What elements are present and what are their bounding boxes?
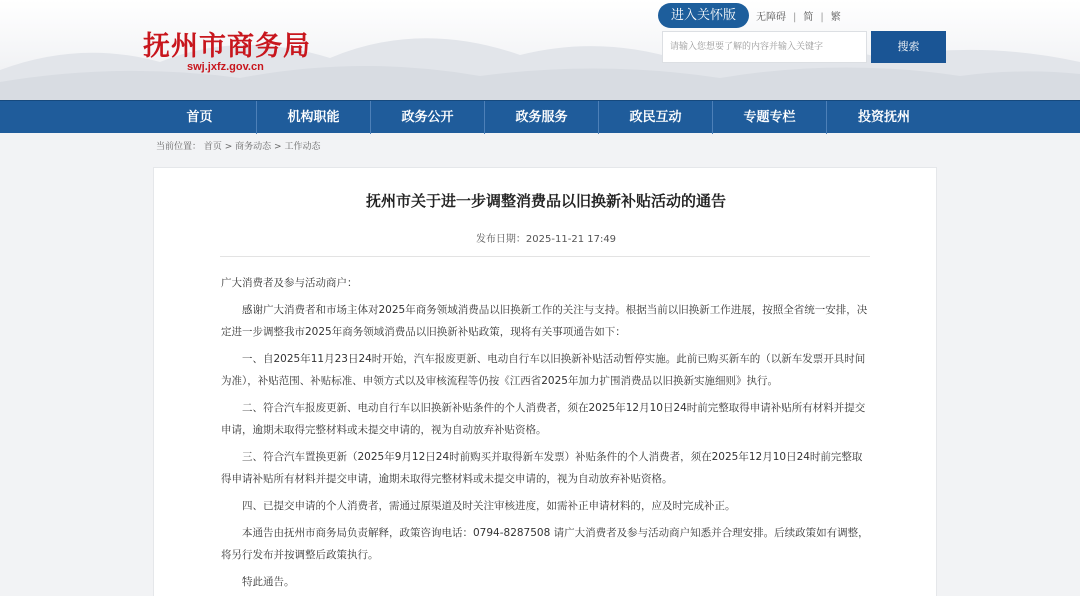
article-paragraph: 本通告由抚州市商务局负责解释，政策咨询电话：0794-8287508 请广大消费者及参与活动商户知悉并合理安排。后续政策如有调整，将另行发布并按调整后政策执行。 [221, 527, 869, 561]
divider: | [820, 12, 824, 23]
article-title: 抚州市关于进一步调整消费品以旧换新补贴活动的通告 [365, 192, 726, 210]
traditional-chinese-link[interactable]: 繁 [830, 12, 841, 23]
util-links [756, 8, 841, 23]
care-mode-button[interactable]: 进入关怀版 [658, 3, 749, 28]
nav-item-special[interactable]: 专题专栏 [713, 101, 827, 134]
nav-item-home[interactable]: 首页 [143, 101, 257, 134]
breadcrumb-label: 当前位置： [156, 142, 202, 152]
breadcrumb-work-news[interactable]: 工作动态 [284, 142, 321, 152]
article-panel [153, 167, 937, 596]
site-header [0, 0, 1080, 100]
site-url: swj.jxfz.gov.cn [187, 61, 264, 73]
nav-item-functions[interactable]: 机构职能 [257, 101, 371, 134]
main-nav [0, 100, 1080, 133]
search-button[interactable]: 搜索 [871, 31, 946, 63]
simplified-chinese-link[interactable]: 简 [803, 12, 814, 23]
site-logo-title[interactable]: 抚州市商务局 [143, 31, 311, 62]
article-paragraph: 一、自2025年11月23日24时开始，汽车报废更新、电动自行车以旧换新补贴活动暂停实施。此前已购买新车的（以新车发票开具时间为准），补贴范围、补贴标准、申领方式以及审核流程等仍按《江西省2025年加力扩围消费品以旧换新实施细则》执行。 [221, 353, 866, 387]
article-date: 发布日期：2025-11-21 17:49 [475, 234, 617, 245]
article-paragraph: 感谢广大消费者和市场主体对2025年商务领域消费品以旧换新工作的关注与支持。根据当前以旧换新工作进展，按照全省统一安排，决定进一步调整我市2025年商务领域消费品以旧换新补贴政策，现将有关事项通告如下： [221, 304, 868, 338]
article-paragraph: 三、符合汽车置换更新（2025年9月12日24时前购买并取得新车发票）补贴条件的个人消费者，须在2025年12月10日24时前完整取得申请补贴所有材料并提交申请，逾期未取得完整材料或未提交申请的，视为自动放弃补贴资格。 [221, 451, 863, 485]
breadcrumb-separator: > [271, 142, 285, 152]
search-input[interactable]: 请输入您想要了解的内容并输入关键字 [662, 31, 867, 63]
article-paragraph: 四、已提交申请的个人消费者，需通过原渠道及时关注审核进度，如需补正申请材料的，应及时完成补正。 [242, 500, 736, 512]
article-body [221, 272, 869, 596]
nav-item-gov-open[interactable]: 政务公开 [371, 101, 485, 134]
accessibility-link[interactable]: 无障碍 [756, 12, 786, 23]
nav-item-gov-service[interactable]: 政务服务 [485, 101, 599, 134]
article-paragraph: 二、符合汽车报废更新、电动自行车以旧换新补贴条件的个人消费者，须在2025年12月10日24时前完整取得申请补贴所有材料并提交申请，逾期未取得完整材料或未提交申请的，视为自动放弃补贴资格。 [221, 402, 866, 436]
nav-item-invest[interactable]: 投资抚州 [857, 110, 910, 125]
breadcrumb [156, 139, 320, 152]
nav-item-interaction[interactable]: 政民互动 [599, 101, 713, 134]
breadcrumb-home[interactable]: 首页 [203, 142, 222, 152]
divider: | [793, 12, 797, 23]
divider [220, 256, 870, 257]
article-closing: 特此通告。 [242, 576, 295, 588]
breadcrumb-separator: > [221, 142, 236, 152]
article-salutation: 广大消费者及参与活动商户： [221, 277, 358, 289]
breadcrumb-news[interactable]: 商务动态 [235, 142, 272, 152]
